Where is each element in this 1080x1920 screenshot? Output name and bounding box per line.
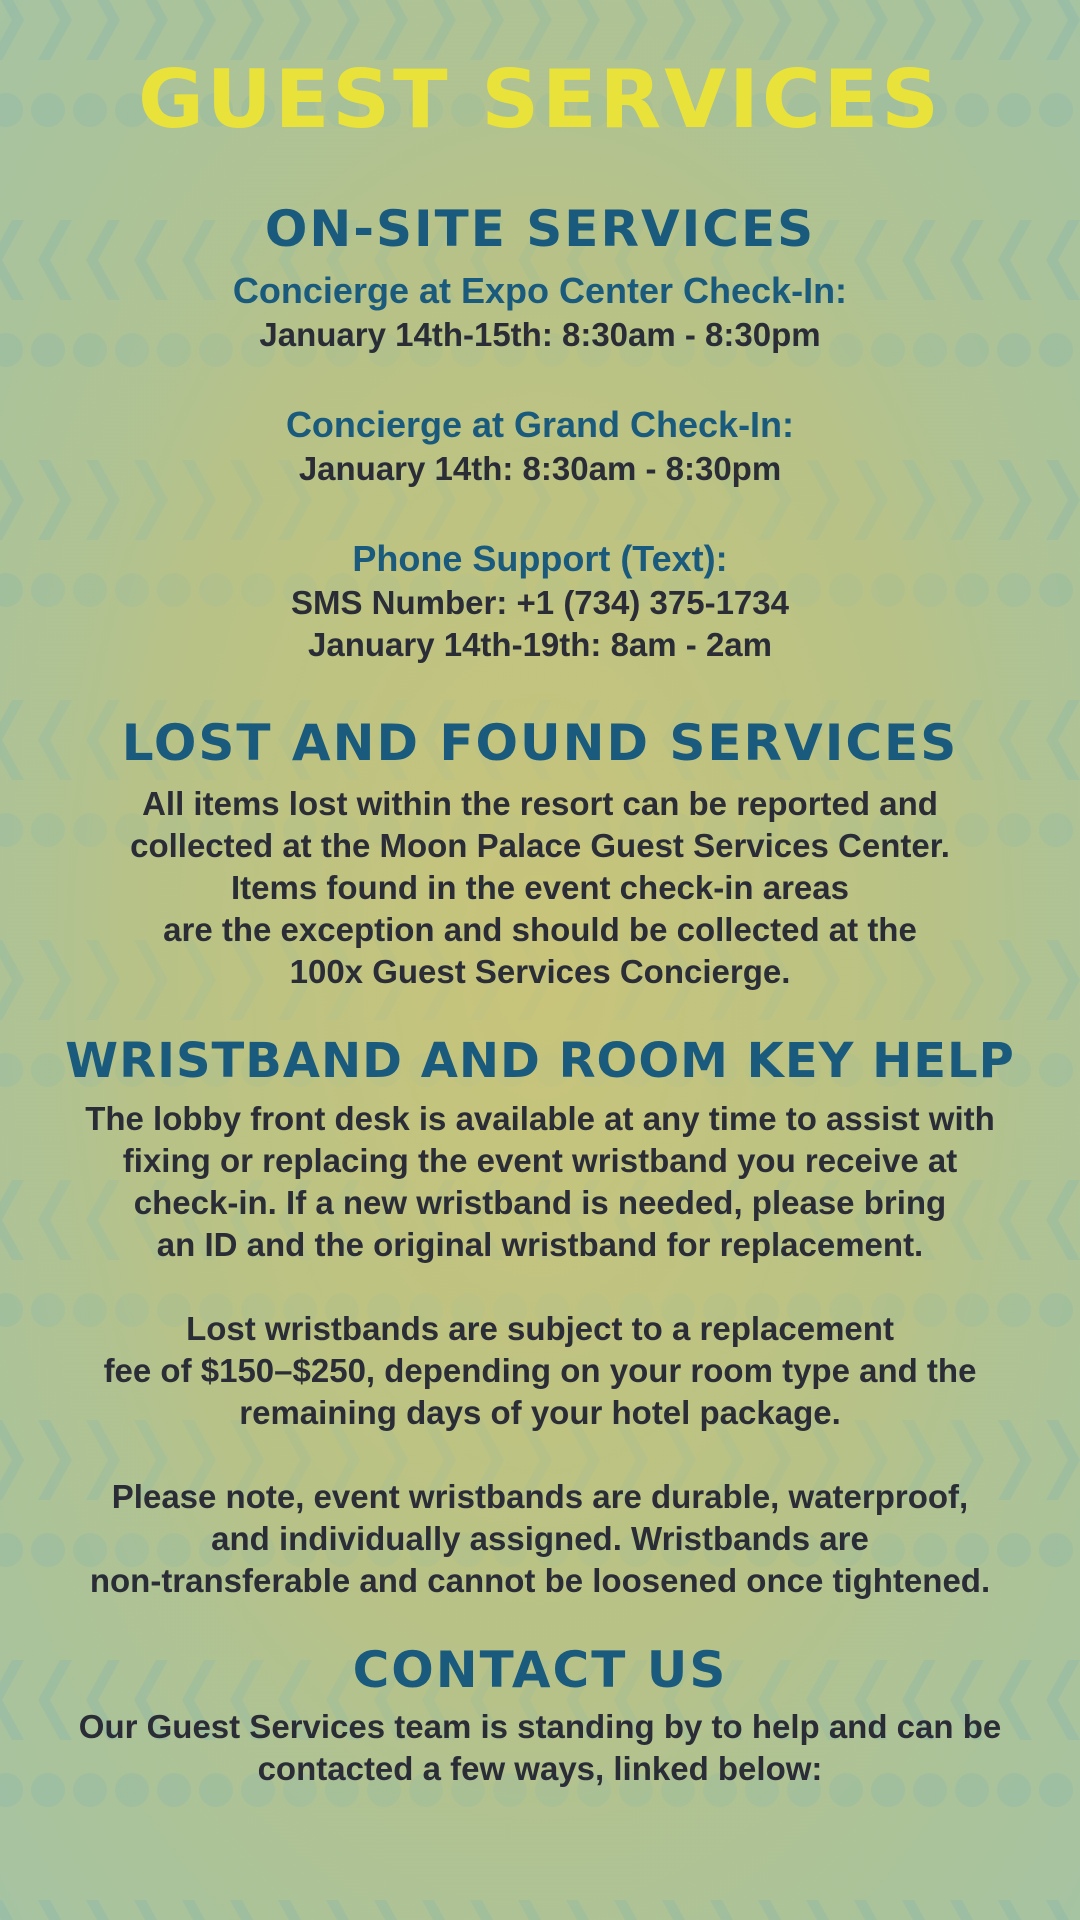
contact-line: contacted a few ways, linked below: xyxy=(257,1750,823,1787)
wristband-note-line: Please note, event wristbands are durable, waterproof, xyxy=(111,1478,969,1515)
wristband-fee-line: remaining days of your hotel package. xyxy=(239,1394,841,1431)
onsite-services-heading: ON-SITE SERVICES xyxy=(264,200,816,258)
grand-checkin-hours: January 14th: 8:30am - 8:30pm xyxy=(298,450,782,487)
lost-found-line: 100x Guest Services Concierge. xyxy=(289,953,791,990)
expo-checkin-label: Concierge at Expo Center Check-In: xyxy=(232,270,848,311)
wristband-line: The lobby front desk is available at any time to assist with xyxy=(85,1100,995,1137)
wristband-line: fixing or replacing the event wristband you receive at xyxy=(122,1142,958,1179)
grand-checkin-label: Concierge at Grand Check-In: xyxy=(285,404,795,445)
lost-found-heading: LOST AND FOUND SERVICES xyxy=(121,714,959,772)
wristband-note-line: and individually assigned. Wristbands are xyxy=(211,1520,869,1557)
wristband-note-line: non-transferable and cannot be loosened once tightened. xyxy=(89,1562,991,1599)
sms-number: SMS Number: +1 (734) 375-1734 xyxy=(291,584,789,621)
wristband-line: an ID and the original wristband for replacement. xyxy=(156,1226,924,1263)
wristband-fee-line: fee of $150–$250, depending on your room type and the xyxy=(103,1352,977,1389)
contact-heading: CONTACT US xyxy=(352,1641,728,1699)
lost-found-line: Items found in the event check-in areas xyxy=(230,869,849,906)
page-title: GUEST SERVICES xyxy=(138,53,942,146)
lost-found-line: All items lost within the resort can be reported and xyxy=(142,785,938,822)
contact-line: Our Guest Services team is standing by to help and can be xyxy=(78,1708,1002,1745)
lost-found-line: collected at the Moon Palace Guest Services Center. xyxy=(130,827,950,864)
wristband-heading: WRISTBAND AND ROOM KEY HELP xyxy=(65,1033,1015,1089)
wristband-line: check-in. If a new wristband is needed, please bring xyxy=(133,1184,947,1221)
phone-support-hours: January 14th-19th: 8am - 2am xyxy=(307,626,772,663)
expo-checkin-hours: January 14th-15th: 8:30am - 8:30pm xyxy=(259,316,821,353)
phone-support-label: Phone Support (Text): xyxy=(352,538,728,579)
wristband-fee-line: Lost wristbands are subject to a replacement xyxy=(186,1310,894,1347)
lost-found-line: are the exception and should be collected at the xyxy=(163,911,917,948)
